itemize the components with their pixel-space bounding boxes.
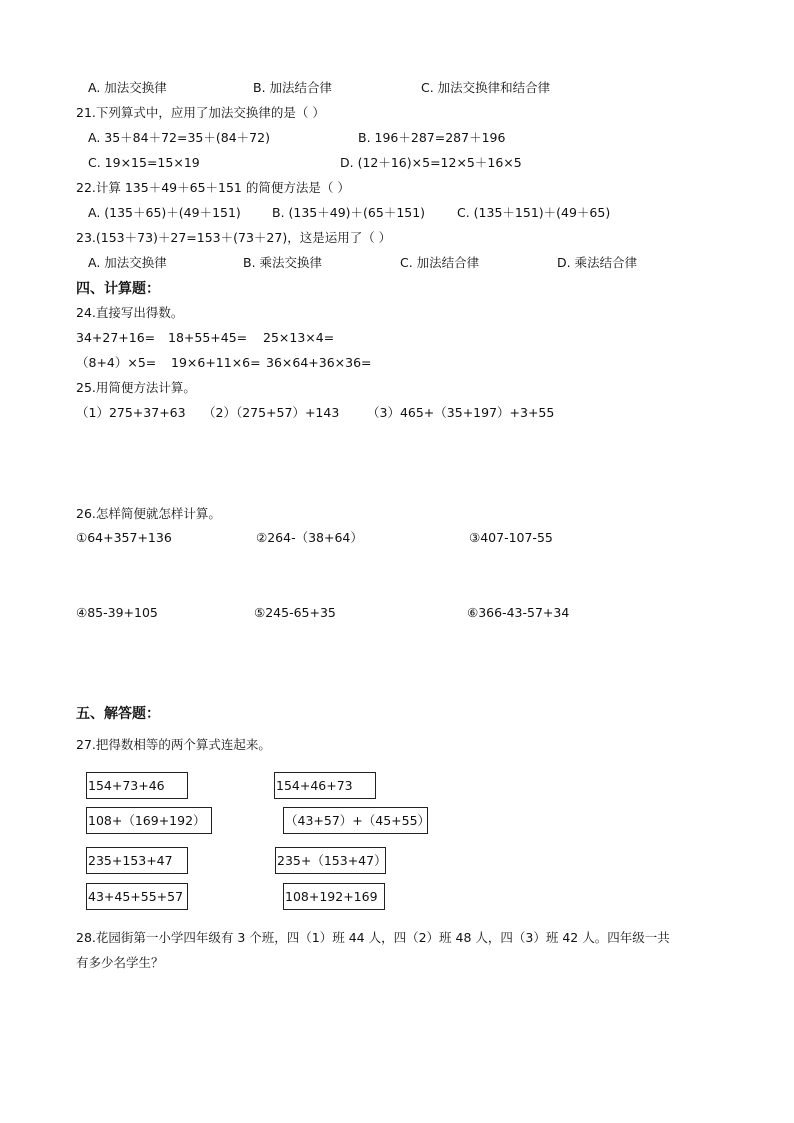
q24-expr-6: 36×64+36×36= <box>266 355 372 370</box>
q20-option-a: A. 加法交换律 <box>88 80 167 95</box>
section-5-title: 五、解答题： <box>76 706 160 722</box>
q23-option-c: C. 加法结合律 <box>400 255 480 270</box>
q21-option-b: B. 196＋287=287＋196 <box>358 130 506 145</box>
q26-expr-1: ①64+357+136 <box>76 530 172 545</box>
q27-right-box-2: （43+57）+（45+55） <box>283 807 428 834</box>
q27-left-box-1: 154+73+46 <box>86 772 188 799</box>
q27-right-box-4: 108+192+169 <box>283 883 385 910</box>
q27-left-box-2: 108+（169+192） <box>86 807 212 834</box>
q24-expr-2: 18+55+45= <box>168 330 248 345</box>
q24-expr-3: 25×13×4= <box>263 330 335 345</box>
q21-option-c: C. 19×15=15×19 <box>88 155 200 170</box>
q22-option-b: B. (135＋49)＋(65＋151) <box>272 205 426 220</box>
q26-expr-4: ④85-39+105 <box>76 605 158 620</box>
q28-line-1: 28.花园街第一小学四年级有 3 个班，四（1）班 44 人，四（2）班 48 人，四（3）班 42 人。四年级一共 <box>76 930 670 945</box>
q21-stem: 21.下列算式中，应用了加法交换律的是（ ） <box>76 105 325 120</box>
q23-option-a: A. 加法交换律 <box>88 255 167 270</box>
q25-stem: 25.用简便方法计算。 <box>76 380 196 395</box>
q22-option-a: A. (135＋65)＋(49＋151) <box>88 205 241 220</box>
q24-expr-5: 19×6+11×6= <box>171 355 261 370</box>
q26-expr-6: ⑥366-43-57+34 <box>467 605 570 620</box>
q20-option-c: C. 加法交换律和结合律 <box>421 80 551 95</box>
q25-expr-2: （2）（275+57）+143 <box>203 405 340 420</box>
q23-option-d: D. 乘法结合律 <box>557 255 638 270</box>
q20-option-b: B. 加法结合律 <box>253 80 333 95</box>
q26-expr-2: ②264-（38+64） <box>256 530 363 545</box>
q22-option-c: C. (135＋151)＋(49＋65) <box>457 205 611 220</box>
q27-right-box-1: 154+46+73 <box>274 772 376 799</box>
q26-expr-3: ③407-107-55 <box>469 530 553 545</box>
q22-stem: 22.计算 135＋49＋65＋151 的简便方法是（ ） <box>76 180 350 195</box>
q25-expr-1: （1）275+37+63 <box>76 405 186 420</box>
q24-expr-4: （8+4）×5= <box>76 355 157 370</box>
q23-option-b: B. 乘法交换律 <box>243 255 323 270</box>
q26-expr-5: ⑤245-65+35 <box>254 605 336 620</box>
q27-left-box-4: 43+45+55+57 <box>86 883 188 910</box>
section-4-title: 四、计算题： <box>76 281 160 297</box>
q27-left-box-3: 235+153+47 <box>86 847 188 874</box>
q23-stem: 23.(153＋73)＋27=153＋(73＋27)，这是运用了（ ） <box>76 230 392 245</box>
q27-right-box-3: 235+（153+47） <box>275 847 386 874</box>
q24-expr-1: 34+27+16= <box>76 330 156 345</box>
q25-expr-3: （3）465+（35+197）+3+55 <box>367 405 555 420</box>
q28-line-2: 有多少名学生？ <box>76 955 164 970</box>
q24-stem: 24.直接写出得数。 <box>76 305 184 320</box>
q26-stem: 26.怎样简便就怎样计算。 <box>76 506 221 521</box>
q27-stem: 27.把得数相等的两个算式连起来。 <box>76 737 271 752</box>
q21-option-a: A. 35＋84＋72=35＋(84＋72) <box>88 130 270 145</box>
q21-option-d: D. (12＋16)×5=12×5＋16×5 <box>340 155 522 170</box>
